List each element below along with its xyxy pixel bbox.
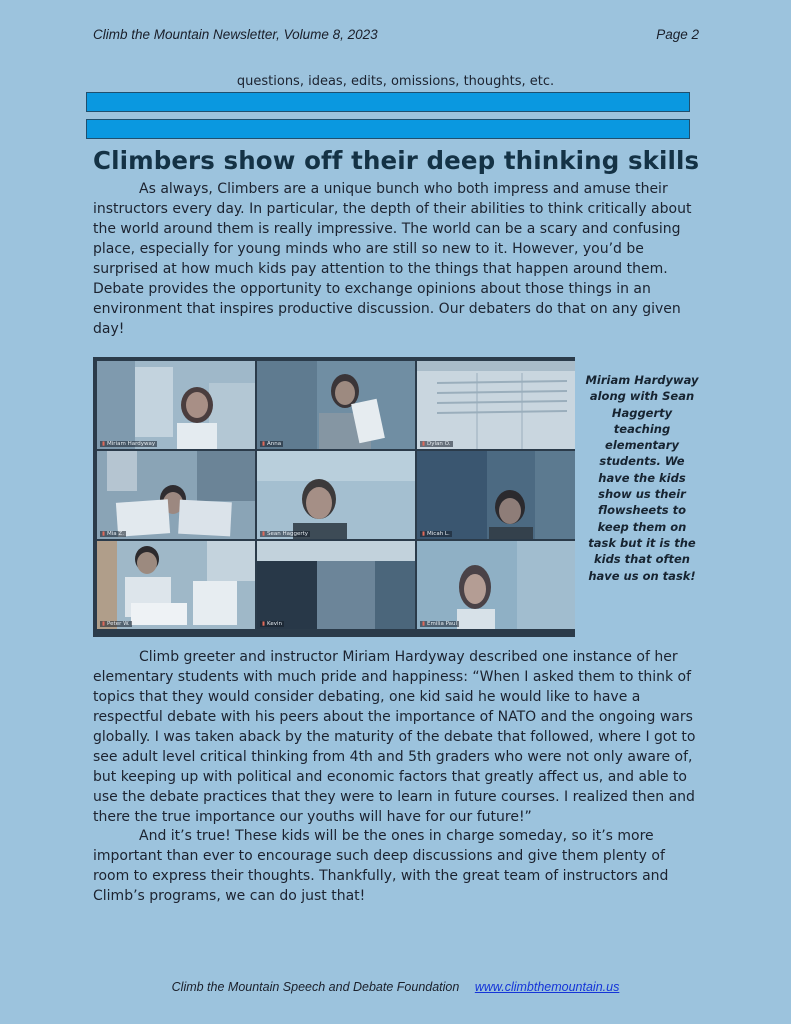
divider-bar-bottom [86,119,690,139]
video-feed-image [417,541,575,629]
mic-muted-icon: ▮ [102,621,106,627]
page-number: Page 2 [656,27,699,42]
participant-label: ▮ Sean Haggerty [262,531,309,537]
video-feed-image [97,541,255,629]
mic-muted-icon: ▮ [422,531,426,537]
intro-line: questions, ideas, edits, omissions, thoughts, etc. [236,74,555,89]
newsletter-header-title: Climb the Mountain Newsletter, Volume 8, 2023 [93,27,378,42]
paragraph-1-text: As always, Climbers are a unique bunch who both impress and amuse their instructors every day. In particular, the depth of their abilities to think critically about the world around them is really impressive. The world can be a scary and confusing place, especially for young minds who are still so new to it. However, you’d be surprised at how much kids pay attention to the things that happen around them. Debate provides the opportunity to exchange opinions about those things in an environment that inspires productive discussion. Our debaters do that on any given day! [93,181,692,337]
mic-muted-icon: ▮ [262,621,266,627]
video-tile [417,361,575,449]
video-feed-image [257,451,415,539]
article-paragraph-1 [93,179,697,339]
participant-label: ▮ Dylan O. [422,441,451,447]
participant-label: ▮ Micah L. [422,531,450,537]
paragraph-2-text: Climb greeter and instructor Miriam Hardyway described one instance of her elementary students with much pride and happiness: “When I asked them to think of topics that they would consider debating, one kid said he would like to have a respectful debate with his peers about the importance of NATO and the ongoing wars globally. I was taken aback by the maturity of the debate that followed, where I got to see adult level critical thinking from 4th and 5th graders who were not only aware of, but keeping up with political and economic factors that greatly affect us, and able to use the debate practices that they were to learn in future courses. I realized then and there the true importance our youths will have for our future!” [93,649,696,825]
video-tile [97,451,255,539]
footer-organization: Climb the Mountain Speech and Debate Foundation [171,980,460,994]
video-tile [257,541,415,629]
video-tile [97,361,255,449]
paragraph-3-text: And it’s true! These kids will be the ones in charge someday, so it’s more important than ever to encourage such deep discussions and give them plenty of room to express their thoughts. Thankfully, with the great team of instructors and Climb’s programs, we can do just that! [93,828,669,904]
video-tile [257,361,415,449]
footer [0,980,791,994]
mic-muted-icon: ▮ [422,621,426,627]
participant-label: ▮ Emilia Paul [422,621,458,627]
mic-muted-icon: ▮ [262,531,266,537]
participant-label: ▮ Kevin [262,621,283,627]
mic-muted-icon: ▮ [422,441,426,447]
video-feed-image [97,361,255,449]
video-feed-image [97,451,255,539]
website-link[interactable]: www.climbthemountain.us [474,980,620,994]
mic-muted-icon: ▮ [102,531,106,537]
video-tile [417,541,575,629]
mic-muted-icon: ▮ [262,441,266,447]
divider-bar-top [86,92,690,112]
participant-label: ▮ Anna [262,441,282,447]
participant-label: ▮ Peter W. [102,621,130,627]
video-tile [97,541,255,629]
participant-label: ▮ Miriam Hardyway [102,441,156,447]
video-feed-image [257,541,415,629]
video-tile-active-speaker [257,451,415,539]
article-paragraph-3 [93,826,697,906]
video-feed-image [257,361,415,449]
video-tile [417,451,575,539]
photo-caption: Miriam Hardyway along with Sean Haggerty teaching elementary students. We have the kids show us their flowsheets to keep them on task but it is the kids that often have us on task! [585,373,699,583]
article-headline: Climbers show off their deep thinking skills [93,146,700,175]
video-call-photo [93,357,575,637]
video-feed-image [417,361,575,449]
participant-label: ▮ Mia Z. [102,531,124,537]
video-feed-image [417,451,575,539]
article-paragraph-2 [93,647,697,827]
mic-muted-icon: ▮ [102,441,106,447]
